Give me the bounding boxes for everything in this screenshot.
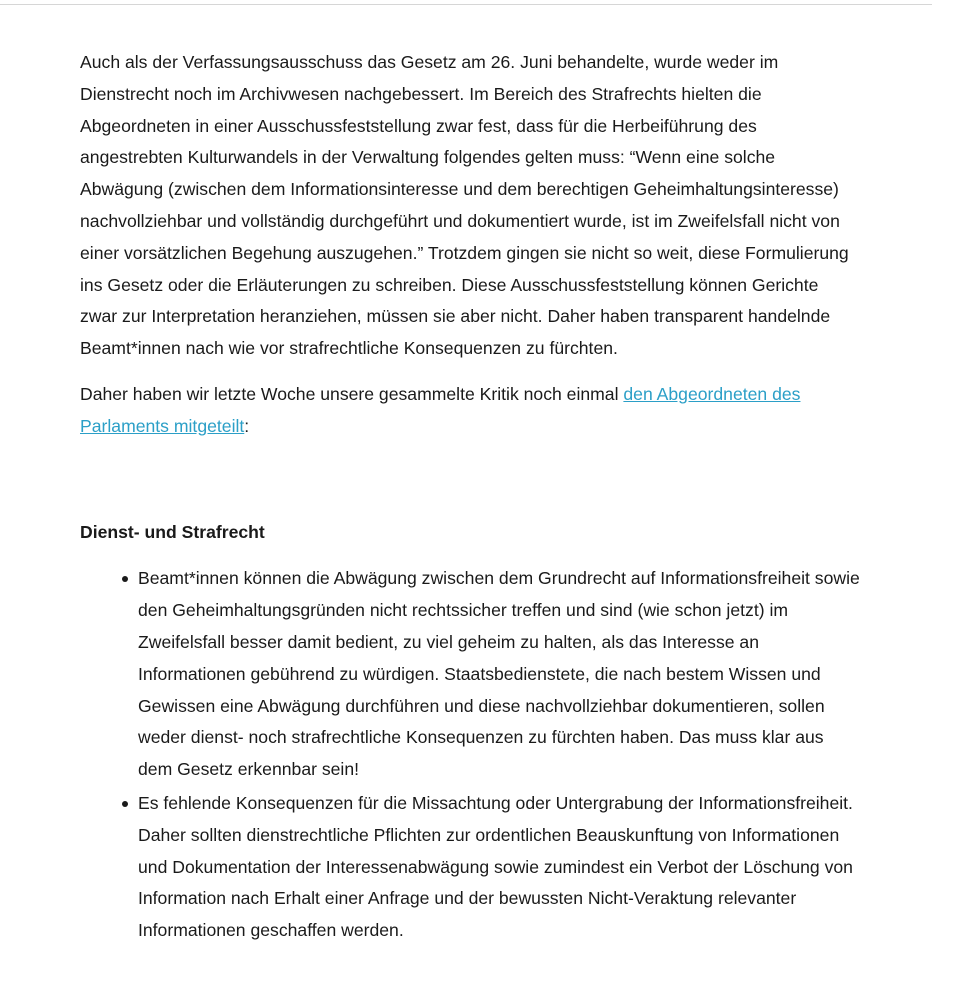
top-divider <box>0 4 932 5</box>
bullet-dot-icon <box>122 801 128 807</box>
list-item <box>138 788 860 947</box>
section-heading: Dienst- und Strafrecht <box>80 521 265 542</box>
list-item <box>138 563 860 786</box>
paragraph-critique <box>80 379 860 443</box>
article-body <box>80 47 860 949</box>
parliament-letter-link[interactable]: den Abgeordneten des Parlaments mitgeteilt <box>80 383 801 436</box>
bullet-dot-icon <box>122 576 128 582</box>
list-item-text: Es fehlende Konsequenzen für die Missachtung oder Untergrabung der Informationsfreiheit. Daher sollten dienstrechtliche Pflichten zur ordentlichen Beauskunftung von Informationen und Dokumentation der Interessenabwägung sowie zumindest ein Verbot der Löschung von Information nach Erhalt einer Anfrage und der bewussten Nicht-Veraktung relevanter Informationen geschaffen werden. <box>138 792 853 941</box>
paragraph-committee: Auch als der Verfassungsausschuss das Gesetz am 26. Juni behandelte, wurde weder im Dienstrecht noch im Archivwesen nachgebessert. Im Bereich des Strafrechts hielten die Abgeordneten in einer Ausschussfeststellung zwar fest, dass für die Herbeiführung des angestrebten Kulturwandels in der Verwaltung folgendes gelten muss: “Wenn eine solche Abwägung (zwischen dem Informationsinteresse und dem berechtigen Geheimhaltungsinteresse) nachvollziehbar und vollständig durchgeführt und dokumentiert wurde, ist im Zweifelsfall nicht von einer vorsätzlichen Begehung auszugehen.” Trotzdem gingen sie nicht so weit, diese Formulierung ins Gesetz oder die Erläuterungen zu schreiben. Diese Ausschussfeststellung können Gerichte zwar zur Interpretation heranziehen, müssen sie aber nicht. Daher haben transparent handelnde Beamt*innen nach wie vor strafrechtliche Konsequenzen zu fürchten. <box>80 52 849 359</box>
paragraph-critique-text: Daher haben wir letzte Woche unsere gesammelte Kritik noch einmal <box>80 383 624 404</box>
list-item-text: Beamt*innen können die Abwägung zwischen dem Grundrecht auf Informationsfreiheit sowie den Geheimhaltungsgründen nicht rechtssicher treffen und sind (wie schon jetzt) im Zweifelsfall besser damit bedient, zu viel geheim zu halten, als das Interesse an Informationen gebührend zu würdigen. Staatsbedienstete, die nach bestem Wissen und Gewissen eine Abwägung durchführen und diese nachvollziehbar dokumentieren, sollen weder dienst- noch strafrechtliche Konsequenzen zu fürchten haben. Das muss klar aus dem Gesetz erkennbar sein! <box>138 568 860 780</box>
paragraph-critique-colon: : <box>244 415 250 436</box>
bullet-list <box>80 563 860 947</box>
